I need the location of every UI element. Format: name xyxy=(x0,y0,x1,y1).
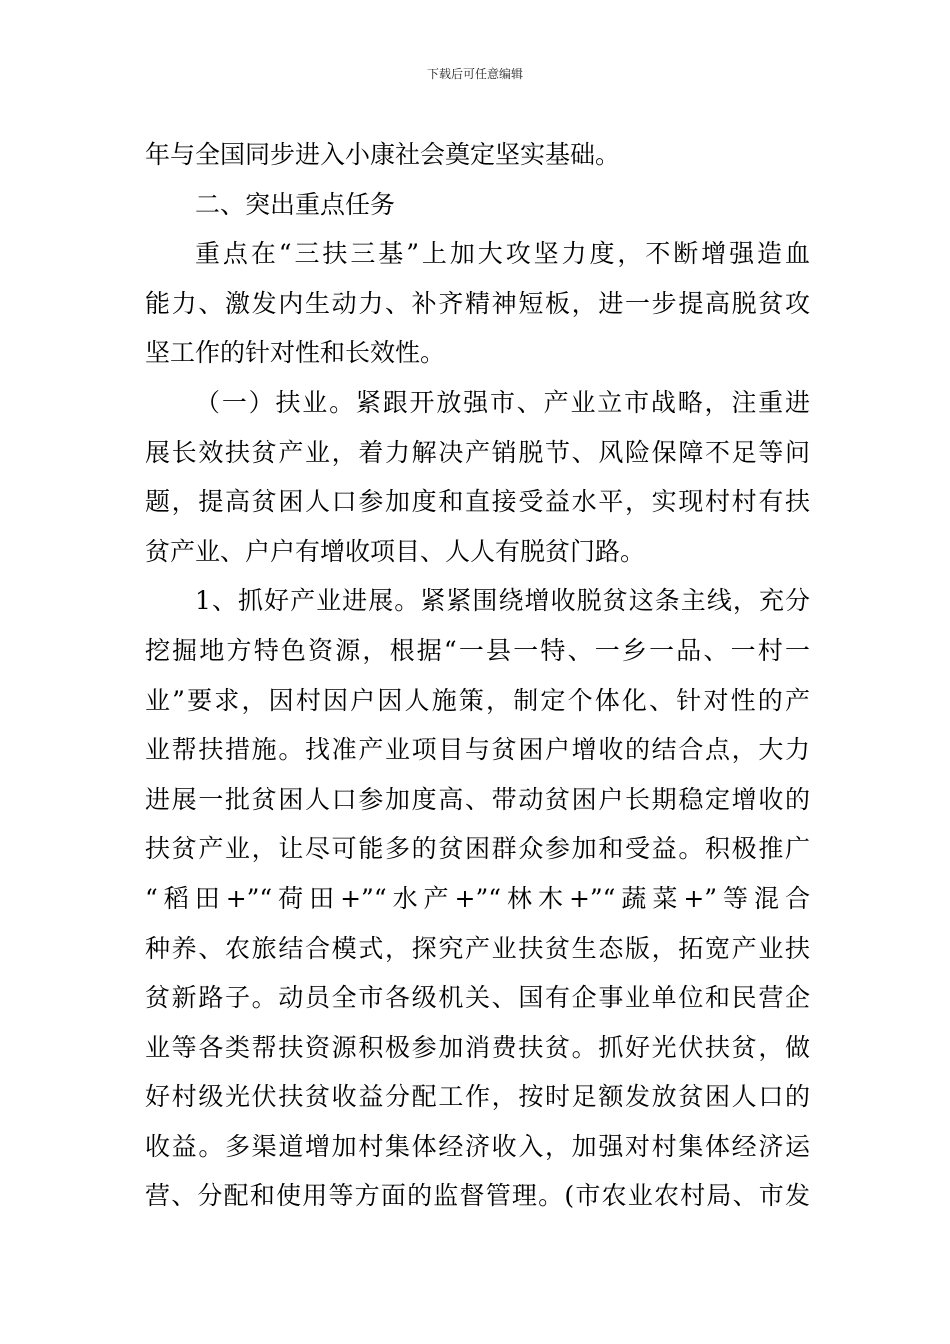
text-line: （一）扶业。紧跟开放强市、产业立市战略，注重进 xyxy=(195,387,810,417)
document-body xyxy=(145,130,810,1221)
text-line: 题，提高贫困人口参加度和直接受益水平，实现村村有扶 xyxy=(145,487,810,517)
text-line: “稻田+”“荷田+”“水产+”“林木+”“蔬菜+”等混合 xyxy=(145,883,810,913)
text-line: 贫产业、户户有增收项目、人人有脱贫门路。 xyxy=(145,536,646,566)
text-line: 1、抓好产业进展。紧紧围绕增收脱贫这条主线，充分 xyxy=(195,586,810,616)
text-line: 能力、激发内生动力、补齐精神短板，进一步提高脱贫攻 xyxy=(145,288,810,318)
text-line: 挖掘地方特色资源，根据“一县一特、一乡一品、一村一 xyxy=(145,635,810,665)
text-line: 重点在“三扶三基”上加大攻坚力度，不断增强造血 xyxy=(195,239,810,269)
text-line: 业帮扶措施。找准产业项目与贫困户增收的结合点，大力 xyxy=(145,735,810,765)
text-line: 坚工作的针对性和长效性。 xyxy=(145,338,446,368)
text-line: 好村级光伏扶贫收益分配工作，按时足额发放贫困人口的 xyxy=(145,1082,810,1112)
text-line: 收益。多渠道增加村集体经济收入，加强对村集体经济运 xyxy=(145,1131,810,1161)
text-line: 扶贫产业，让尽可能多的贫困群众参加和受益。积极推广 xyxy=(145,834,810,864)
text-line: 进展一批贫困人口参加度高、带动贫困户长期稳定增收的 xyxy=(145,784,810,814)
text-line: 业”要求，因村因户因人施策，制定个体化、针对性的产 xyxy=(145,685,810,715)
text-line: 业等各类帮扶资源积极参加消费扶贫。抓好光伏扶贫，做 xyxy=(145,1032,810,1062)
text-line: 种养、农旅结合模式，探究产业扶贫生态版，拓宽产业扶 xyxy=(145,933,810,963)
text-line: 年与全国同步进入小康社会奠定坚实基础。 xyxy=(145,140,621,169)
header-note: 下载后可任意编辑 xyxy=(426,67,523,81)
text-line: 贫新路子。动员全市各级机关、国有企事业单位和民营企 xyxy=(145,983,810,1013)
text-line: 营、分配和使用等方面的监督管理。(市农业农村局、市发 xyxy=(145,1181,810,1211)
text-line: 二、突出重点任务 xyxy=(195,189,396,219)
text-line: 展长效扶贫产业，着力解决产销脱节、风险保障不足等问 xyxy=(145,437,810,467)
